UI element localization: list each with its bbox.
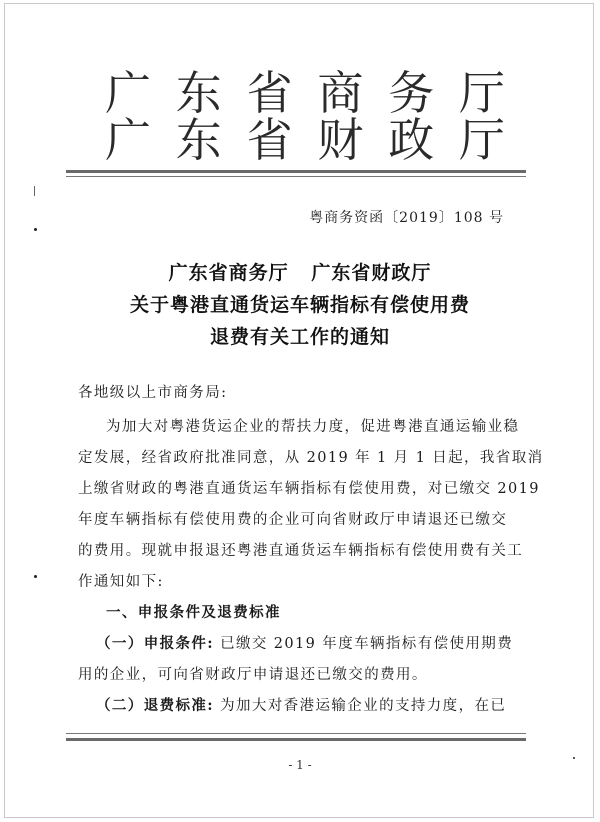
title-line-3: 退费有关工作的通知 <box>209 326 390 348</box>
item-1 <box>96 632 540 653</box>
footer-rule-thick <box>66 738 526 741</box>
paragraph-line: 定发展，经省政府批准同意，从 2019 年 1 月 1 日起，我省取消 <box>78 450 544 466</box>
footer-rule-thin <box>66 733 526 734</box>
issuer-char: 务 <box>388 66 435 120</box>
item-2 <box>96 694 540 715</box>
scan-speck <box>34 575 37 578</box>
salutation: 各地级以上市商务局: <box>78 385 228 401</box>
header-rule-thin <box>66 176 526 177</box>
scan-mark <box>34 186 35 196</box>
scan-speck <box>34 228 37 231</box>
paragraph-line: 上缴省财政的粤港直通货运车辆指标有偿使用费，对已缴交 2019 <box>78 481 540 497</box>
issuer-char: 政 <box>388 113 435 167</box>
title-line-2: 关于粤港直通货运车辆指标有偿使用费 <box>129 294 470 316</box>
document-number: 粤商务资函〔2019〕108 号 <box>309 210 504 226</box>
issuer-char: 东 <box>175 113 222 167</box>
item-1-text: 已缴交 2019 年度车辆指标有偿使用期费 <box>220 636 514 652</box>
issuer-char: 省 <box>246 66 293 120</box>
issuer-char: 省 <box>246 113 293 167</box>
issuer-char: 广 <box>105 113 151 167</box>
issuer-char: 商 <box>317 66 364 120</box>
issuer-char: 厅 <box>458 66 505 120</box>
paragraph-line: 年度车辆指标有偿使用费的企业可向省财政厅申请退还已缴交 <box>78 512 508 528</box>
issuer-line-2 <box>105 113 505 167</box>
item-2-label: （二）退费标准: <box>96 697 215 714</box>
paragraph-line: 作通知如下: <box>78 574 164 590</box>
issuer-char: 财 <box>317 113 364 167</box>
title-line-1: 广东省商务厅 广东省财政厅 <box>168 262 432 284</box>
section-heading: 一、申报条件及退费标准 <box>106 604 281 621</box>
item-1-line-2: 用的企业，可向省财政厅申请退还已缴交的费用。 <box>78 667 428 683</box>
item-1-label: （一）申报条件: <box>96 635 215 652</box>
header-rule-thick <box>66 170 526 173</box>
paragraph-line: 的费用。现就申报退还粤港直通货运车辆指标有偿使用费有关工 <box>78 543 524 559</box>
issuer-char: 广 <box>105 66 151 120</box>
issuer-char: 厅 <box>458 113 505 167</box>
page-number: - 1 - <box>288 758 312 772</box>
item-2-text: 为加大对香港运输企业的支持力度，在已 <box>220 698 507 714</box>
issuer-line-1 <box>105 66 505 120</box>
paragraph-line: 为加大对粤港货运企业的帮扶力度，促进粤港直通运输业稳 <box>106 419 520 435</box>
issuer-char: 东 <box>175 66 222 120</box>
